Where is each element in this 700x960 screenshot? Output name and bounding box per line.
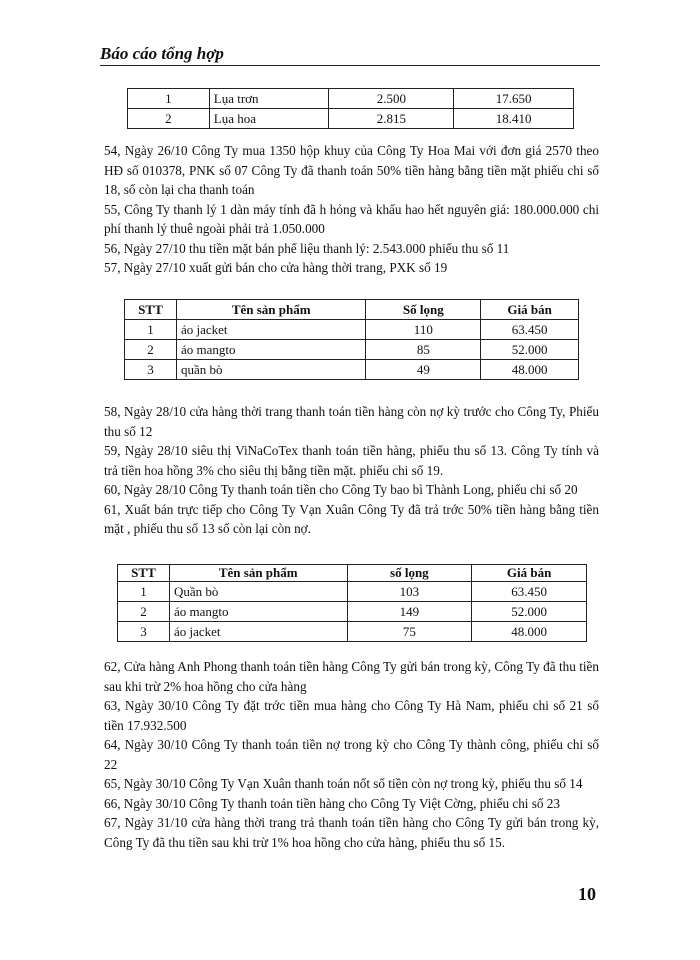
table-cell: 63.450 xyxy=(472,582,587,602)
page-number: 10 xyxy=(578,884,596,904)
paragraph: 65, Ngày 30/10 Công Ty Vạn Xuân thanh toán nốt số tiền còn nợ trong kỳ, phiếu thu số 14 xyxy=(104,776,583,791)
table-cell: quần bò xyxy=(176,360,366,380)
column-header: Số lọng xyxy=(366,300,481,320)
table-cell: 3 xyxy=(125,360,177,380)
table-row xyxy=(118,602,587,622)
paragraph: 57, Ngày 27/10 xuất gửi bán cho cửa hàng thời trang, PXK số 19 xyxy=(104,260,448,275)
paragraph: 58, Ngày 28/10 cửa hàng thời trang thanh toán tiền hàng còn nợ kỳ trước cho Công Ty, Phiếu thu số 12 xyxy=(104,404,599,439)
table-cell: 1 xyxy=(128,89,210,109)
table-row xyxy=(118,582,587,602)
column-header: Giá bán xyxy=(472,565,587,582)
paragraph: 67, Ngày 31/10 cửa hàng thời trang trả thanh toán tiền hàng cho Công Ty gửi bán trong kỳ, Công Ty đã thu tiền sau khi trừ 1% hoa hồng cho cửa hàng, phiếu thu số 15. xyxy=(104,815,599,850)
table-cell: 48.000 xyxy=(481,360,579,380)
paragraph: 63, Ngày 30/10 Công Ty đặt trớc tiền mua hàng cho Công Ty Hà Nam, phiếu chi số 21 số tiền 17.932.500 xyxy=(104,698,599,733)
paragraph: 60, Ngày 28/10 Công Ty thanh toán tiền cho Công Ty bao bì Thành Long, phiếu chi số 20 xyxy=(104,482,578,497)
table-cell: 75 xyxy=(347,622,472,642)
paragraph: 56, Ngày 27/10 thu tiền mặt bán phế liệu thanh lý: 2.543.000 phiếu thu số 11 xyxy=(104,240,510,256)
table-cell: áo jacket xyxy=(169,622,347,642)
table-cell: Lụa trơn xyxy=(209,89,329,109)
table-cell: 1 xyxy=(118,582,170,602)
paragraph: 61, Xuất bán trực tiếp cho Công Ty Vạn Xuân Công Ty đã trả trớc 50% tiền hàng bằng tiền mặt , phiếu thu số 13 số còn lại còn nợ. xyxy=(104,501,599,536)
consignment-table-2 xyxy=(117,564,587,642)
table-cell: 1 xyxy=(125,320,177,340)
table-row xyxy=(125,320,579,340)
table-row xyxy=(125,340,579,360)
table-cell: áo mangto xyxy=(176,340,366,360)
table-cell: 48.000 xyxy=(472,622,587,642)
table-cell: 52.000 xyxy=(481,340,579,360)
table-row xyxy=(125,360,579,380)
consignment-table-1 xyxy=(124,299,579,380)
column-header: Giá bán xyxy=(481,300,579,320)
table-cell: 85 xyxy=(366,340,481,360)
paragraph: 66, Ngày 30/10 Công Ty thanh toán tiền hàng cho Công Ty Việt Cờng, phiếu chi số 23 xyxy=(104,795,560,811)
table-cell: 110 xyxy=(366,320,481,340)
transactions-58-61 xyxy=(104,402,599,539)
table-cell: Quần bò xyxy=(169,582,347,602)
transactions-62-67 xyxy=(104,657,599,852)
paragraph: 59, Ngày 28/10 siêu thị ViNaCoTex thanh toán tiền hàng, phiếu thu số 13. Công Ty tính và trả tiền hoa hồng 3% cho siêu thị bằng tiền mặt. phiếu chi số 19. xyxy=(104,443,599,478)
table-cell: 17.650 xyxy=(454,89,574,109)
table-cell: 18.410 xyxy=(454,109,574,129)
table-row xyxy=(128,89,574,109)
table-cell: 2.815 xyxy=(329,109,454,129)
paragraph: 62, Cửa hàng Anh Phong thanh toán tiền hàng Công Ty gửi bán trong kỳ, Công Ty đã thu tiền sau khi trừ 2% hoa hồng cho cửa hàng xyxy=(104,659,599,694)
table-cell: Lụa hoa xyxy=(209,109,329,129)
table-header-row xyxy=(118,565,587,582)
transactions-54-57 xyxy=(104,141,599,278)
table-cell: 149 xyxy=(347,602,472,622)
table-cell: áo jacket xyxy=(176,320,366,340)
table-cell: 63.450 xyxy=(481,320,579,340)
table-header-row xyxy=(125,300,579,320)
column-header: STT xyxy=(118,565,170,582)
page-header-title: Báo cáo tổng hợp xyxy=(100,44,600,66)
paragraph: 55, Công Ty thanh lý 1 dàn máy tính đã h hỏng và khấu hao hết nguyên giá: 180.000.000 chi phí thanh lý thuê ngoài phải trả 1.050.000 xyxy=(104,201,599,236)
fabric-table xyxy=(127,88,574,129)
table-cell: 49 xyxy=(366,360,481,380)
table-cell: 52.000 xyxy=(472,602,587,622)
table-cell: 2.500 xyxy=(329,89,454,109)
table-cell: áo mangto xyxy=(169,602,347,622)
table-row xyxy=(128,109,574,129)
table-cell: 2 xyxy=(118,602,170,622)
column-header: Tên sản phẩm xyxy=(169,565,347,582)
table-cell: 2 xyxy=(125,340,177,360)
table-cell: 2 xyxy=(128,109,210,129)
column-header: Tên sản phẩm xyxy=(176,300,366,320)
column-header: STT xyxy=(125,300,177,320)
paragraph: 54, Ngày 26/10 Công Ty mua 1350 hộp khuy của Công Ty Hoa Mai với đơn giá 2570 theo HĐ số 010378, PNK số 07 Công Ty đã thanh toán 50% tiền hàng bằng tiền mặt phiếu chi số 18, số còn lại cha thanh toán xyxy=(104,143,599,197)
column-header: số lọng xyxy=(347,565,472,582)
paragraph: 64, Ngày 30/10 Công Ty thanh toán tiền nợ trong kỳ cho Công Ty thành công, phiếu chi số 22 xyxy=(104,737,599,772)
table-row xyxy=(118,622,587,642)
table-cell: 103 xyxy=(347,582,472,602)
table-cell: 3 xyxy=(118,622,170,642)
